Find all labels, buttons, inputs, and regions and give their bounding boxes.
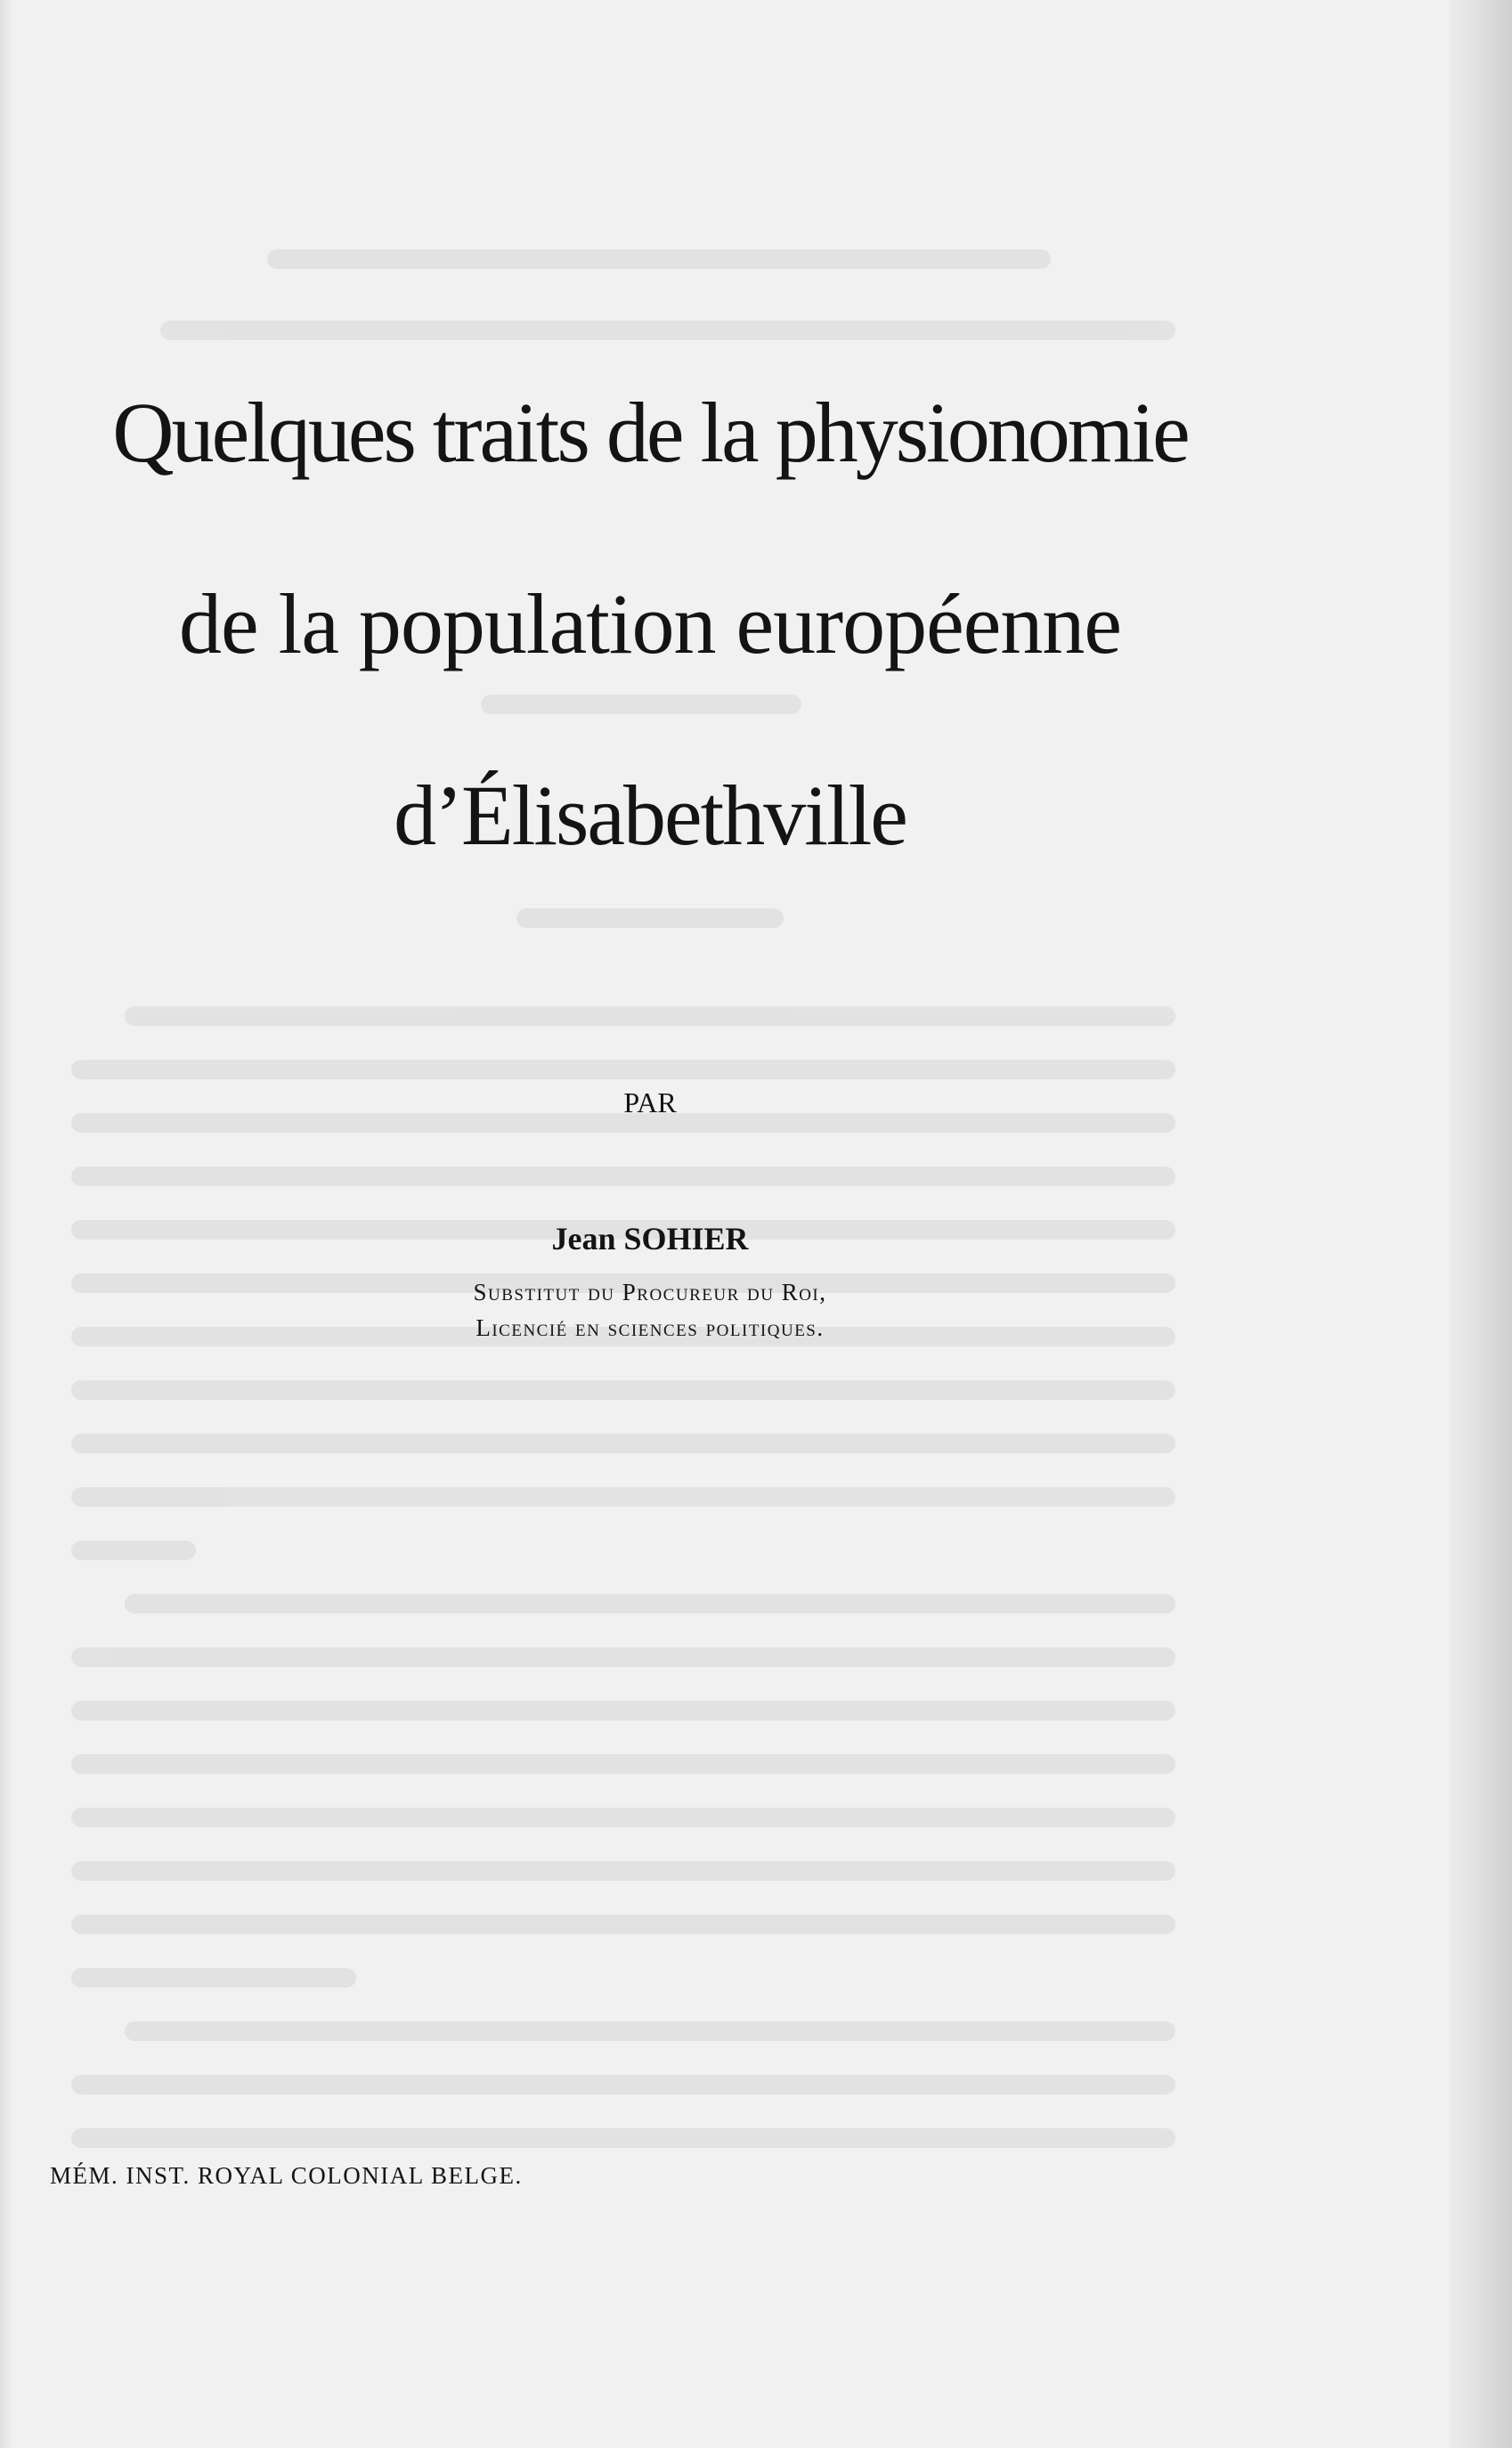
by-label: PAR bbox=[623, 1086, 677, 1118]
author-role-line-1: Substitut du Procureur du Roi, bbox=[473, 1279, 827, 1305]
title-line-1: Quelques traits de la physionomie bbox=[112, 385, 1188, 480]
author-role-line-2: Licencié en sciences politiques. bbox=[476, 1314, 825, 1341]
journal-footer: MÉM. INST. ROYAL COLONIAL BELGE. bbox=[50, 2162, 523, 2189]
show-through-texture bbox=[71, 232, 1193, 2191]
title-line-3: d’Élisabethville bbox=[394, 768, 906, 863]
title-line-2: de la population européenne bbox=[179, 576, 1121, 671]
page-right-edge bbox=[1450, 0, 1512, 2448]
author-name: Jean SOHIER bbox=[551, 1221, 749, 1257]
